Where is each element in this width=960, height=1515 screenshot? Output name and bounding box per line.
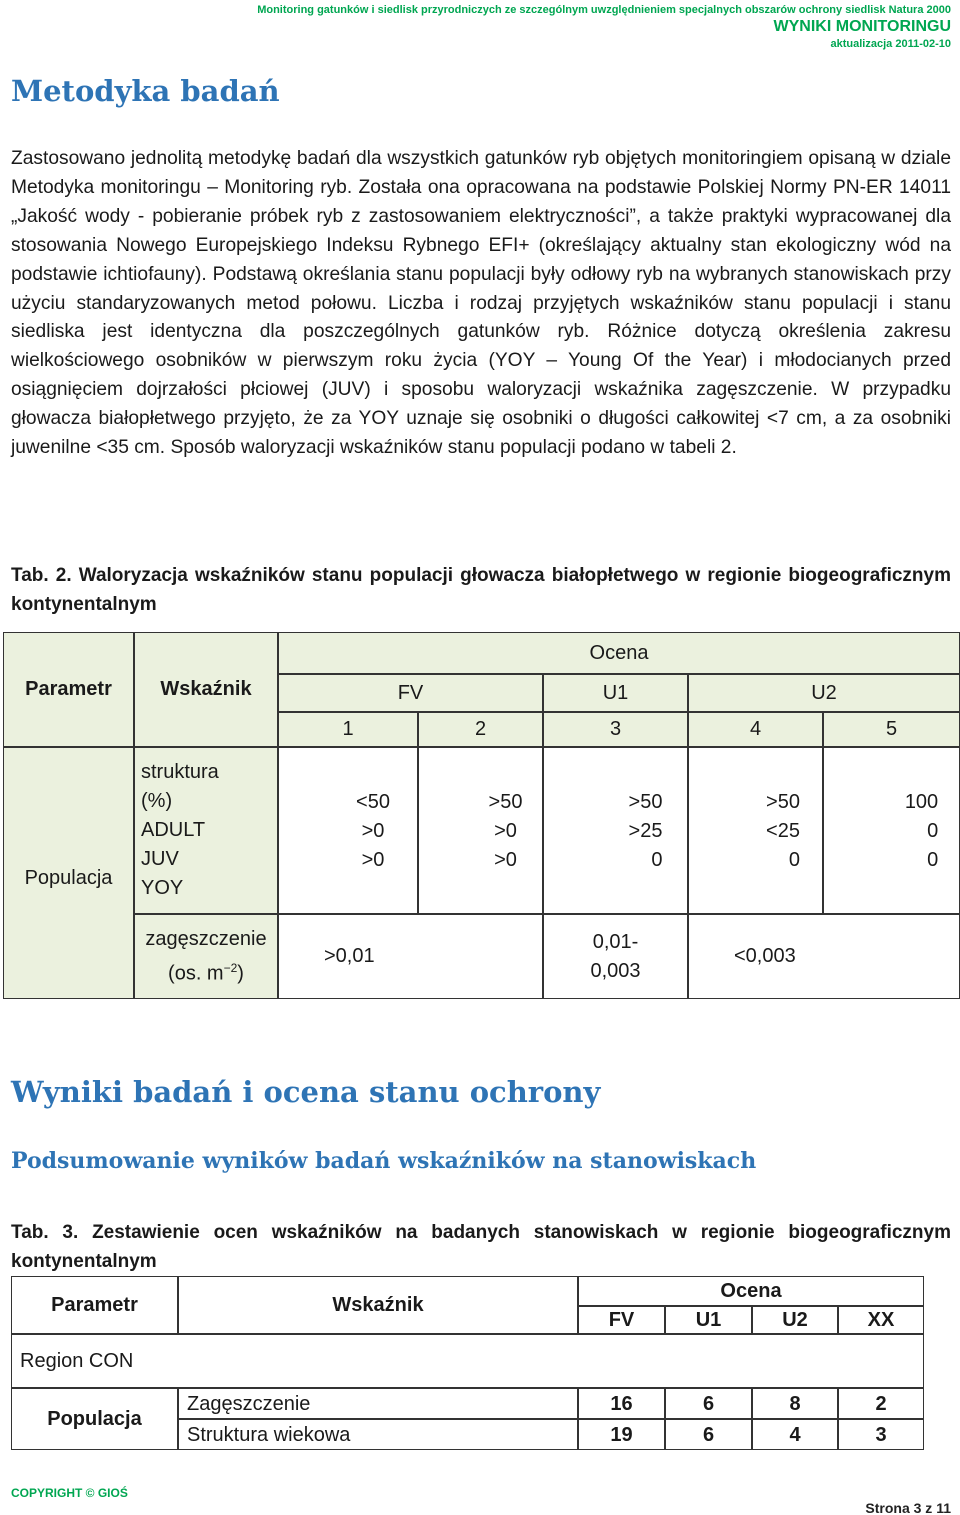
table2-indicator-struktura: struktura (%) ADULT JUV YOY	[134, 747, 278, 914]
header-update-date: aktualizacja 2011-02-10	[830, 38, 951, 50]
table3-header-u1: U1	[665, 1306, 752, 1334]
table2-header-fv: FV	[278, 674, 543, 712]
section-heading-results: Wyniki badań i ocena stanu ochrony	[11, 1075, 601, 1109]
table3-header-u2: U2	[752, 1306, 838, 1334]
table2-caption: Tab. 2. Waloryzacja wskaźników stanu populacji głowacza białopłetwego w regionie biogeograficznym kontynentalnym	[11, 565, 951, 615]
table2-col-2: 2	[418, 712, 543, 747]
table3-row-struktura-u1: 6	[665, 1419, 752, 1450]
table3-row-zageszczenie-fv: 16	[578, 1388, 665, 1419]
table3-region-row: Region CON	[11, 1334, 924, 1388]
table3-row-struktura-fv: 19	[578, 1419, 665, 1450]
table2	[3, 632, 960, 999]
table2-value-col5: 100 0 0	[823, 747, 960, 914]
table2-density-u1: 0,01- 0,003	[543, 914, 688, 999]
table3-param-populacja: Populacja	[11, 1388, 178, 1450]
table3-row-struktura-u2: 4	[752, 1419, 838, 1450]
table2-indicator-zageszczenie: zagęszczenie (os. $m^{-2}$)	[134, 914, 278, 999]
table2-header-u1: U1	[543, 674, 688, 712]
table3-row-struktura-label: Struktura wiekowa	[178, 1419, 578, 1450]
table2-param-populacja: Populacja	[3, 747, 134, 999]
table3-row-zageszczenie-label: Zagęszczenie	[178, 1388, 578, 1419]
table3-header-wskaznik: Wskaźnik	[178, 1276, 578, 1334]
table2-density-fv: >0,01	[278, 914, 543, 999]
header-subtitle: Monitoring gatunków i siedlisk przyrodniczych ze szczególnym uwzględnieniem specjalnych obszarów ochrony siedlisk Natura 2000	[257, 4, 951, 16]
table2-col-5: 5	[823, 712, 960, 747]
table2-value-col3: >50 >25 0	[543, 747, 688, 914]
page-header	[257, 3, 951, 51]
table2-col-3: 3	[543, 712, 688, 747]
table2-col-1: 1	[278, 712, 418, 747]
subsection-heading-summary: Podsumowanie wyników badań wskaźników na stanowiskach	[11, 1148, 757, 1174]
table3	[11, 1276, 924, 1450]
table3-header-ocena: Ocena	[578, 1276, 924, 1306]
table2-header-parametr: Parametr	[3, 632, 134, 747]
table2-value-col1: <50 >0 >0	[278, 747, 418, 914]
table3-header-xx: XX	[838, 1306, 924, 1334]
table2-density-u2: <0,003	[688, 914, 960, 999]
methodology-paragraph: Zastosowano jednolitą metodykę badań dla wszystkich gatunków ryb objętych monitoringiem opisaną w dziale Metodyka monitoringu – Monitoring ryb. Została ona opracowana na podstawie Polskiej Normy PN-ER 14011 „Jakość wody - pobieranie próbek ryb z zastosowaniem elektryczności”, a także praktyki wypracowanej dla stosowania Nowego Europejskiego Indeksu Rybnego EFI+ (określający aktualny stan ekologiczny wód na podstawie ichtiofauny). Podstawą określania stanu populacji były odłowy ryb na wybranych stanowiskach przy użyciu standaryzowanych metod połowu. Liczba i rodzaj przyjętych wskaźników stanu populacji i stanu siedliska jest identyczna dla poszczególnych gatunków ryb. Różnice dotyczą określenia zakresu wielkościowego osobników w pierwszym roku życia (YOY – Young Of the Year) i młodocianych przed osiągnięciem dojrzałości płciowej (JUV) i sposobu waloryzacji wskaźnika zagęszczenie. W przypadku głowacza białopłetwego przyjęto, że za YOY uznaje się osobniki o długości całkowitej <7 cm, a za osobniki juwenilne <35 cm. Sposób waloryzacji wskaźników stanu populacji podano w tabeli 2.	[11, 148, 951, 459]
table3-header-parametr: Parametr	[11, 1276, 178, 1334]
table2-value-col4: >50 <25 0	[688, 747, 823, 914]
table3-header-fv: FV	[578, 1306, 665, 1334]
footer-copyright: COPYRIGHT © GIOŚ	[11, 1486, 128, 1500]
table3-row-zageszczenie-u2: 8	[752, 1388, 838, 1419]
table3-row-struktura-xx: 3	[838, 1419, 924, 1450]
table3-caption: Tab. 3. Zestawienie ocen wskaźników na badanych stanowiskach w regionie biogeograficznym kontynentalnym	[11, 1222, 951, 1272]
table2-header-wskaznik: Wskaźnik	[134, 632, 278, 747]
footer-page-number: Strona 3 z 11	[865, 1500, 951, 1515]
table2-value-col2: >50 >0 >0	[418, 747, 543, 914]
table2-header-u2: U2	[688, 674, 960, 712]
table3-row-zageszczenie-u1: 6	[665, 1388, 752, 1419]
table3-row-zageszczenie-xx: 2	[838, 1388, 924, 1419]
section-heading-methodology: Metodyka badań	[11, 74, 280, 108]
table2-col-4: 4	[688, 712, 823, 747]
table2-header-ocena: Ocena	[278, 632, 960, 674]
header-title: WYNIKI MONITORINGU	[773, 18, 951, 35]
